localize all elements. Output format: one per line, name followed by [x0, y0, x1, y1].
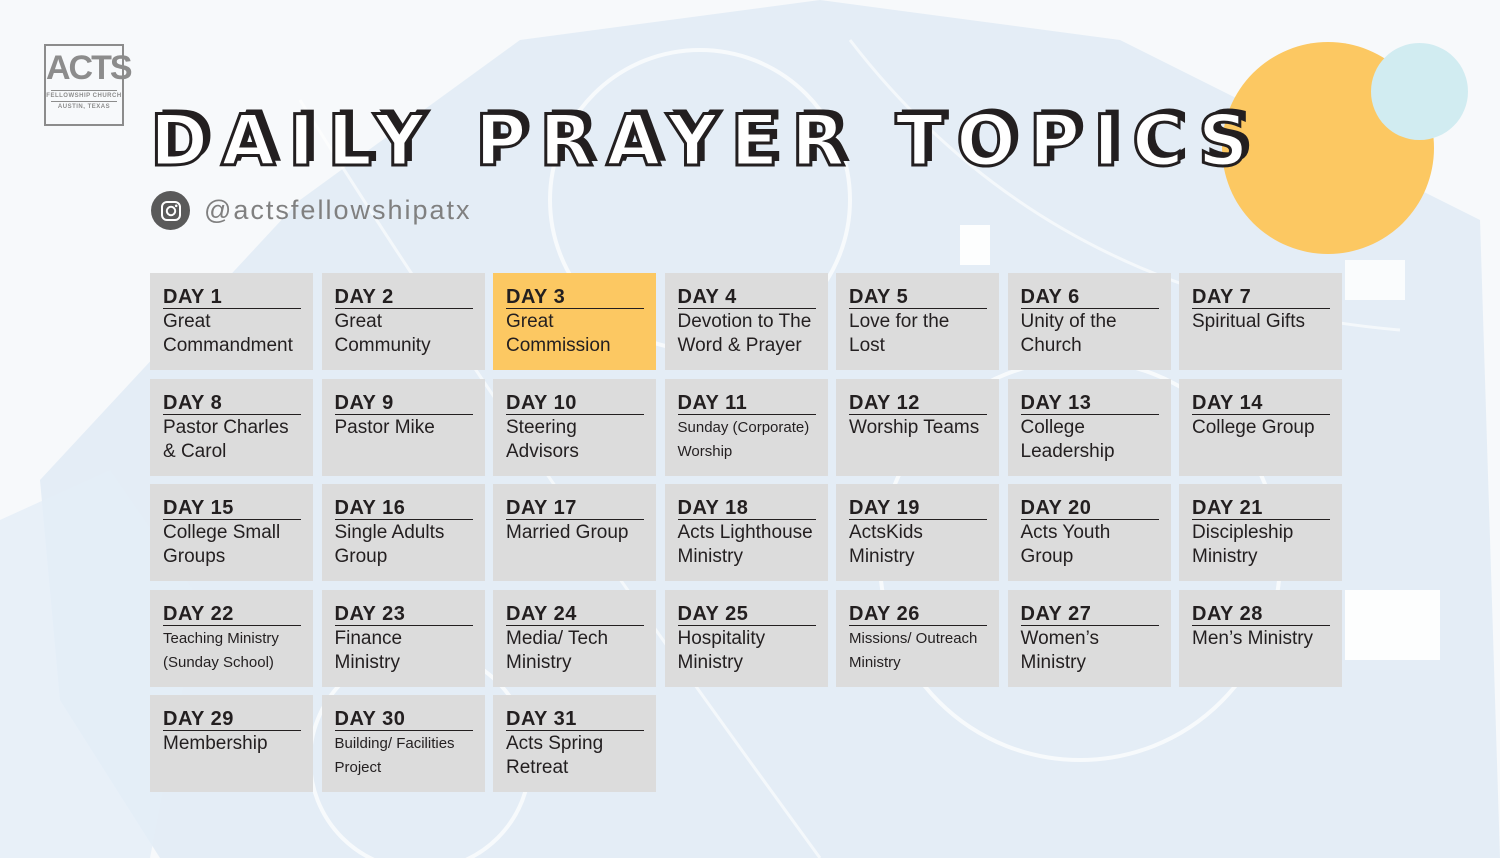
day-cell	[836, 484, 999, 581]
prayer-topic: Married Group	[506, 522, 629, 543]
day-cell	[322, 379, 485, 476]
day-label: DAY 21	[1192, 497, 1330, 520]
day-label: DAY 13	[1021, 392, 1159, 415]
prayer-topic: Media/ Tech Ministry	[506, 627, 609, 673]
prayer-topic: ActsKids Ministry	[849, 522, 923, 567]
prayer-topic: Acts Spring Retreat	[506, 733, 604, 778]
prayer-topic: Great Community	[334, 311, 431, 356]
day-cell	[665, 379, 828, 476]
day-label: DAY 18	[678, 497, 816, 520]
day-label: DAY 22	[163, 603, 301, 626]
day-cell	[150, 484, 313, 581]
prayer-topic: Women’s Ministry	[1020, 627, 1099, 673]
prayer-topic: Worship Teams	[849, 416, 980, 438]
day-cell	[493, 695, 656, 792]
day-cell	[493, 273, 656, 370]
prayer-topic: Finance Ministry	[334, 627, 403, 673]
day-label: DAY 17	[506, 497, 644, 520]
prayer-topic: Single Adults Group	[334, 522, 445, 567]
day-label: DAY 28	[1192, 603, 1330, 626]
day-cell	[665, 484, 828, 581]
day-cell	[1179, 379, 1342, 476]
day-cell	[493, 590, 656, 687]
day-cell	[665, 590, 828, 687]
prayer-topic: College Group	[1192, 416, 1315, 438]
day-cell	[493, 379, 656, 476]
instagram-handle-text[interactable]: @actsfellowshipatx	[204, 195, 472, 225]
prayer-topic: Great Commandment	[163, 311, 293, 356]
prayer-topic: Sunday (Corporate) Worship	[677, 418, 810, 460]
day-label: DAY 25	[678, 603, 816, 626]
prayer-topic: Acts Lighthouse Ministry	[677, 522, 813, 567]
prayer-topic: Teaching Ministry (Sunday School)	[163, 629, 279, 671]
prayer-topic: Unity of the Church	[1020, 311, 1117, 356]
day-label: DAY 29	[163, 708, 301, 731]
prayer-topic: Love for the Lost	[849, 311, 950, 356]
day-cell	[322, 695, 485, 792]
day-cell	[1179, 590, 1342, 687]
prayer-topic: Missions/ Outreach Ministry	[849, 629, 978, 671]
prayer-topic: Acts Youth Group	[1020, 522, 1111, 567]
prayer-calendar-grid	[150, 273, 1342, 792]
logo-fellowship-text: FELLOWSHIP CHURCH	[46, 93, 122, 99]
day-cell	[836, 590, 999, 687]
day-cell	[836, 273, 999, 370]
day-label: DAY 19	[849, 497, 987, 520]
day-cell	[150, 273, 313, 370]
prayer-topic: College Small Groups	[163, 522, 281, 567]
prayer-topic: Hospitality Ministry	[677, 627, 766, 673]
prayer-topic: Pastor Charles & Carol	[163, 416, 289, 462]
prayer-topic: Devotion to The Word & Prayer	[677, 311, 812, 356]
day-label: DAY 24	[506, 603, 644, 626]
page-title: DAILY PRAYER TOPICS	[150, 100, 1262, 182]
day-cell	[322, 484, 485, 581]
day-label: DAY 15	[163, 497, 301, 520]
day-cell	[1008, 273, 1171, 370]
decorative-blue-circle	[1371, 43, 1468, 140]
prayer-topic: College Leadership	[1020, 416, 1115, 462]
day-label: DAY 10	[506, 392, 644, 415]
day-label: DAY 27	[1021, 603, 1159, 626]
prayer-topic: Great Commission	[506, 311, 611, 356]
day-label: DAY 7	[1192, 286, 1330, 309]
day-cell	[1179, 484, 1342, 581]
logo-location-text: AUSTIN, TEXAS	[57, 104, 111, 110]
day-cell	[150, 695, 313, 792]
prayer-topic: Discipleship Ministry	[1192, 522, 1294, 567]
day-label: DAY 6	[1021, 286, 1159, 309]
day-label: DAY 20	[1021, 497, 1159, 520]
day-label: DAY 14	[1192, 392, 1330, 415]
instagram-icon[interactable]	[151, 191, 190, 230]
prayer-topic: Pastor Mike	[334, 416, 435, 438]
day-label: DAY 23	[335, 603, 473, 626]
church-logo	[44, 44, 131, 126]
day-label: DAY 3	[506, 286, 644, 309]
day-label: DAY 4	[678, 286, 816, 309]
day-cell	[493, 484, 656, 581]
day-cell	[150, 379, 313, 476]
day-label: DAY 26	[849, 603, 987, 626]
day-cell	[150, 590, 313, 687]
day-label: DAY 12	[849, 392, 987, 415]
day-label: DAY 16	[335, 497, 473, 520]
day-label: DAY 2	[335, 286, 473, 309]
day-label: DAY 8	[163, 392, 301, 415]
day-cell	[1008, 484, 1171, 581]
logo-acts-text: ACTS	[46, 49, 131, 87]
prayer-topic: Men’s Ministry	[1192, 627, 1314, 649]
day-label: DAY 5	[849, 286, 987, 309]
prayer-topic: Steering Advisors	[506, 416, 579, 462]
day-label: DAY 11	[678, 392, 816, 415]
day-cell	[1008, 379, 1171, 476]
day-label: DAY 31	[506, 708, 644, 731]
prayer-topic: Building/ Facilities Project	[334, 735, 455, 776]
instagram-handle[interactable]	[151, 191, 472, 230]
day-cell	[836, 379, 999, 476]
day-cell	[322, 590, 485, 687]
prayer-topic: Spiritual Gifts	[1192, 311, 1305, 332]
day-cell	[322, 273, 485, 370]
day-label: DAY 9	[335, 392, 473, 415]
day-cell	[1008, 590, 1171, 687]
prayer-topic: Membership	[163, 733, 268, 754]
day-label: DAY 1	[163, 286, 301, 309]
day-cell	[1179, 273, 1342, 370]
day-label: DAY 30	[335, 708, 473, 731]
day-cell	[665, 273, 828, 370]
